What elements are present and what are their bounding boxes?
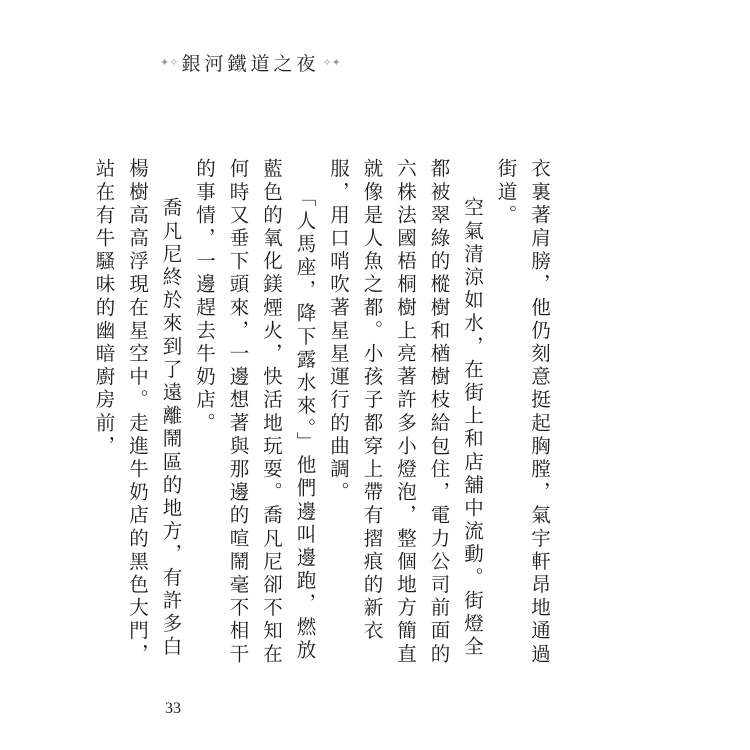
paragraph: 喬凡尼終於來到了遠離鬧區的地方，有許多白楊樹高高浮現在星空中。走進牛奶店的黑色大門，站在有牛騷味的幽暗廚房前，	[92, 158, 183, 667]
paragraph: 「人馬座，降下露水來。」他們邊叫邊跑，燃放藍色的氧化鎂煙火，快活地玩耍。喬凡尼卻不知在何時又垂下頭來，一邊想著與那邊的喧鬧毫不相干的事情，一邊趕去牛奶店。	[193, 158, 317, 667]
paragraph: 衣裏著肩膀，他仍刻意挺起胸膛，氣宇軒昂地通過街道。	[494, 158, 551, 667]
running-header	[160, 42, 341, 82]
vertical-body-text	[87, 158, 556, 678]
star-icon: ✦	[160, 55, 170, 69]
page-number: 33	[165, 700, 181, 717]
book-title: 銀河鐵道之夜	[181, 52, 320, 75]
star-icon: ✦	[331, 55, 341, 69]
star-icon: ✧	[322, 55, 332, 69]
paragraph: 空氣清涼如水，在街上和店舖中流動。街燈全都被翠綠的樅樹和楢樹枝給包住，電力公司前面的六株法國梧桐樹上亮著許多小燈泡，整個地方簡直就像是人魚之都。小孩子都穿上帶有摺痕的新衣服，用口哨吹著星星運行的曲調。	[327, 158, 484, 667]
star-icon: ✧	[169, 55, 179, 69]
